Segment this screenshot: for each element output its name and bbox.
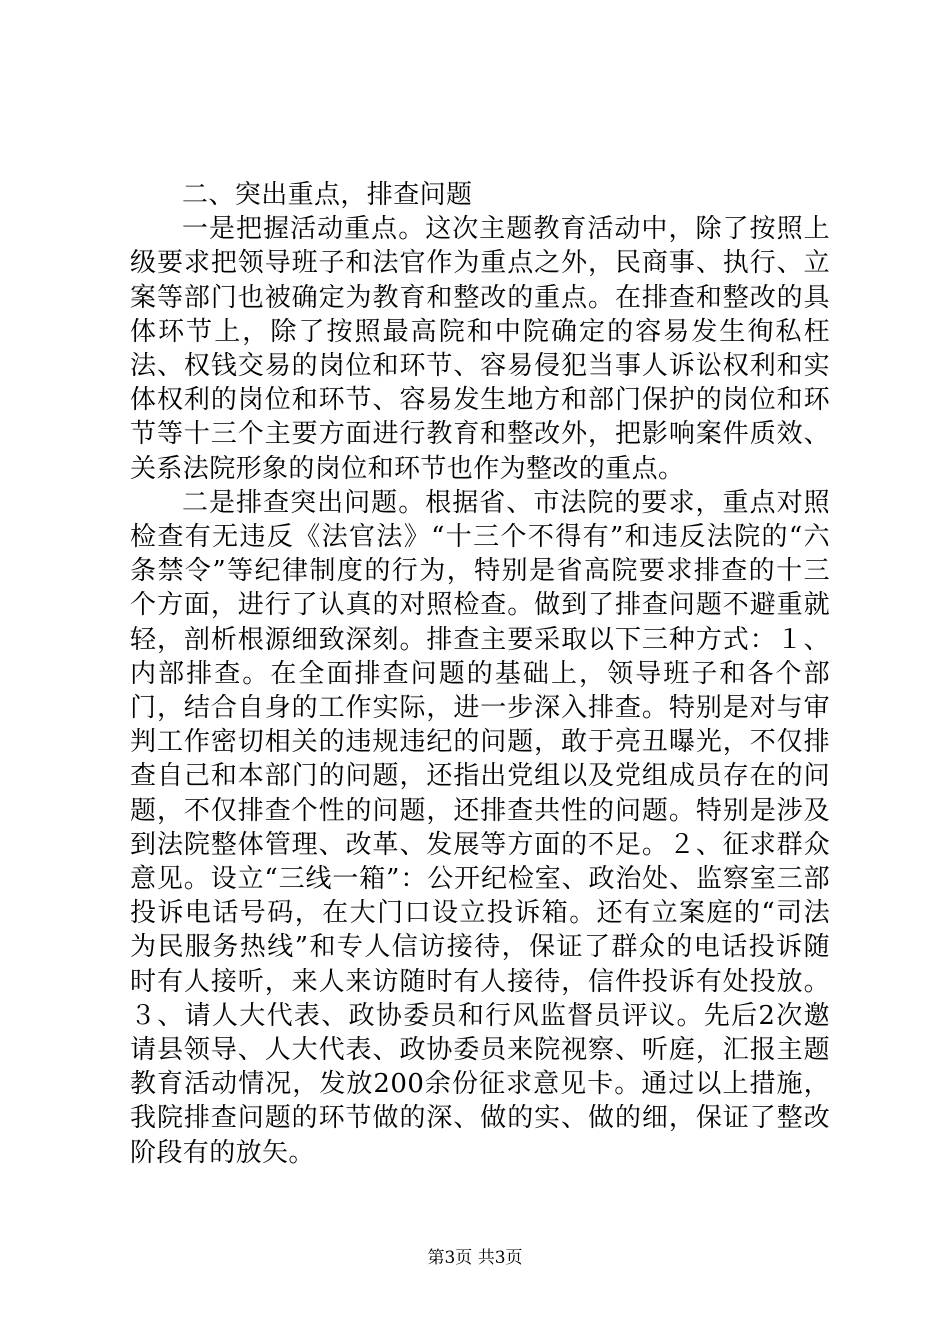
paragraph-problem-check: 二是排查突出问题。根据省、市法院的要求，重点对照检查有无违反《法官法》“十三个不得有”和违反法院的“六条禁令”等纪律制度的行为，特别是省高院要求排查的十三个方面，进行了认真的对照检查。做到了排查问题不避重就轻，剖析根源细致深刻。排查主要采取以下三种方式：１、内部排查。在全面排查问题的基础上，领导班子和各个部门，结合自身的工作实际，进一步深入排查。特别是对与审判工作密切相关的违规违纪的问题，敢于亮丑曝光，不仅排查自己和本部门的问题，还指出党组以及党组成员存在的问题，不仅排查个性的问题，还排查共性的问题。特别是涉及到法院整体管理、改革、发展等方面的不足。２、征求群众意见。设立“三线一箱”：公开纪检室、政治处、监察室三部投诉电话号码，在大门口设立投诉箱。还有立案庭的“司法为民服务热线”和专人信访接待，保证了群众的电话投诉随时有人接听，来人来访随时有人接待，信件投诉有处投放。３、请人大代表、政协委员和行风监督员评议。先后2次邀请县领导、人大代表、政协委员来院视察、听庭，汇报主题教育活动情况，发放200余份征求意见卡。通过以上措施，我院排查问题的环节做的深、做的实、做的细，保证了整改阶段有的放矢。	[130, 487, 830, 1168]
page-footer: 第3页 共3页	[427, 1248, 523, 1268]
paragraph-activity-focus: 一是把握活动重点。这次主题教育活动中，除了按照上级要求把领导班子和法官作为重点之外，民商事、执行、立案等部门也被确定为教育和整改的重点。在排查和整改的具体环节上，除了按照最高院和中院确定的容易发生徇私枉法、权钱交易的岗位和环节、容易侵犯当事人诉讼权利和实体权利的岗位和环节、容易发生地方和部门保护的岗位和环节等十三个主要方面进行教育和整改外，把影响案件质效、关系法院形象的岗位和环节也作为整改的重点。	[130, 214, 830, 484]
document-body	[130, 178, 830, 1170]
section-heading: 二、突出重点，排查问题	[182, 180, 473, 210]
